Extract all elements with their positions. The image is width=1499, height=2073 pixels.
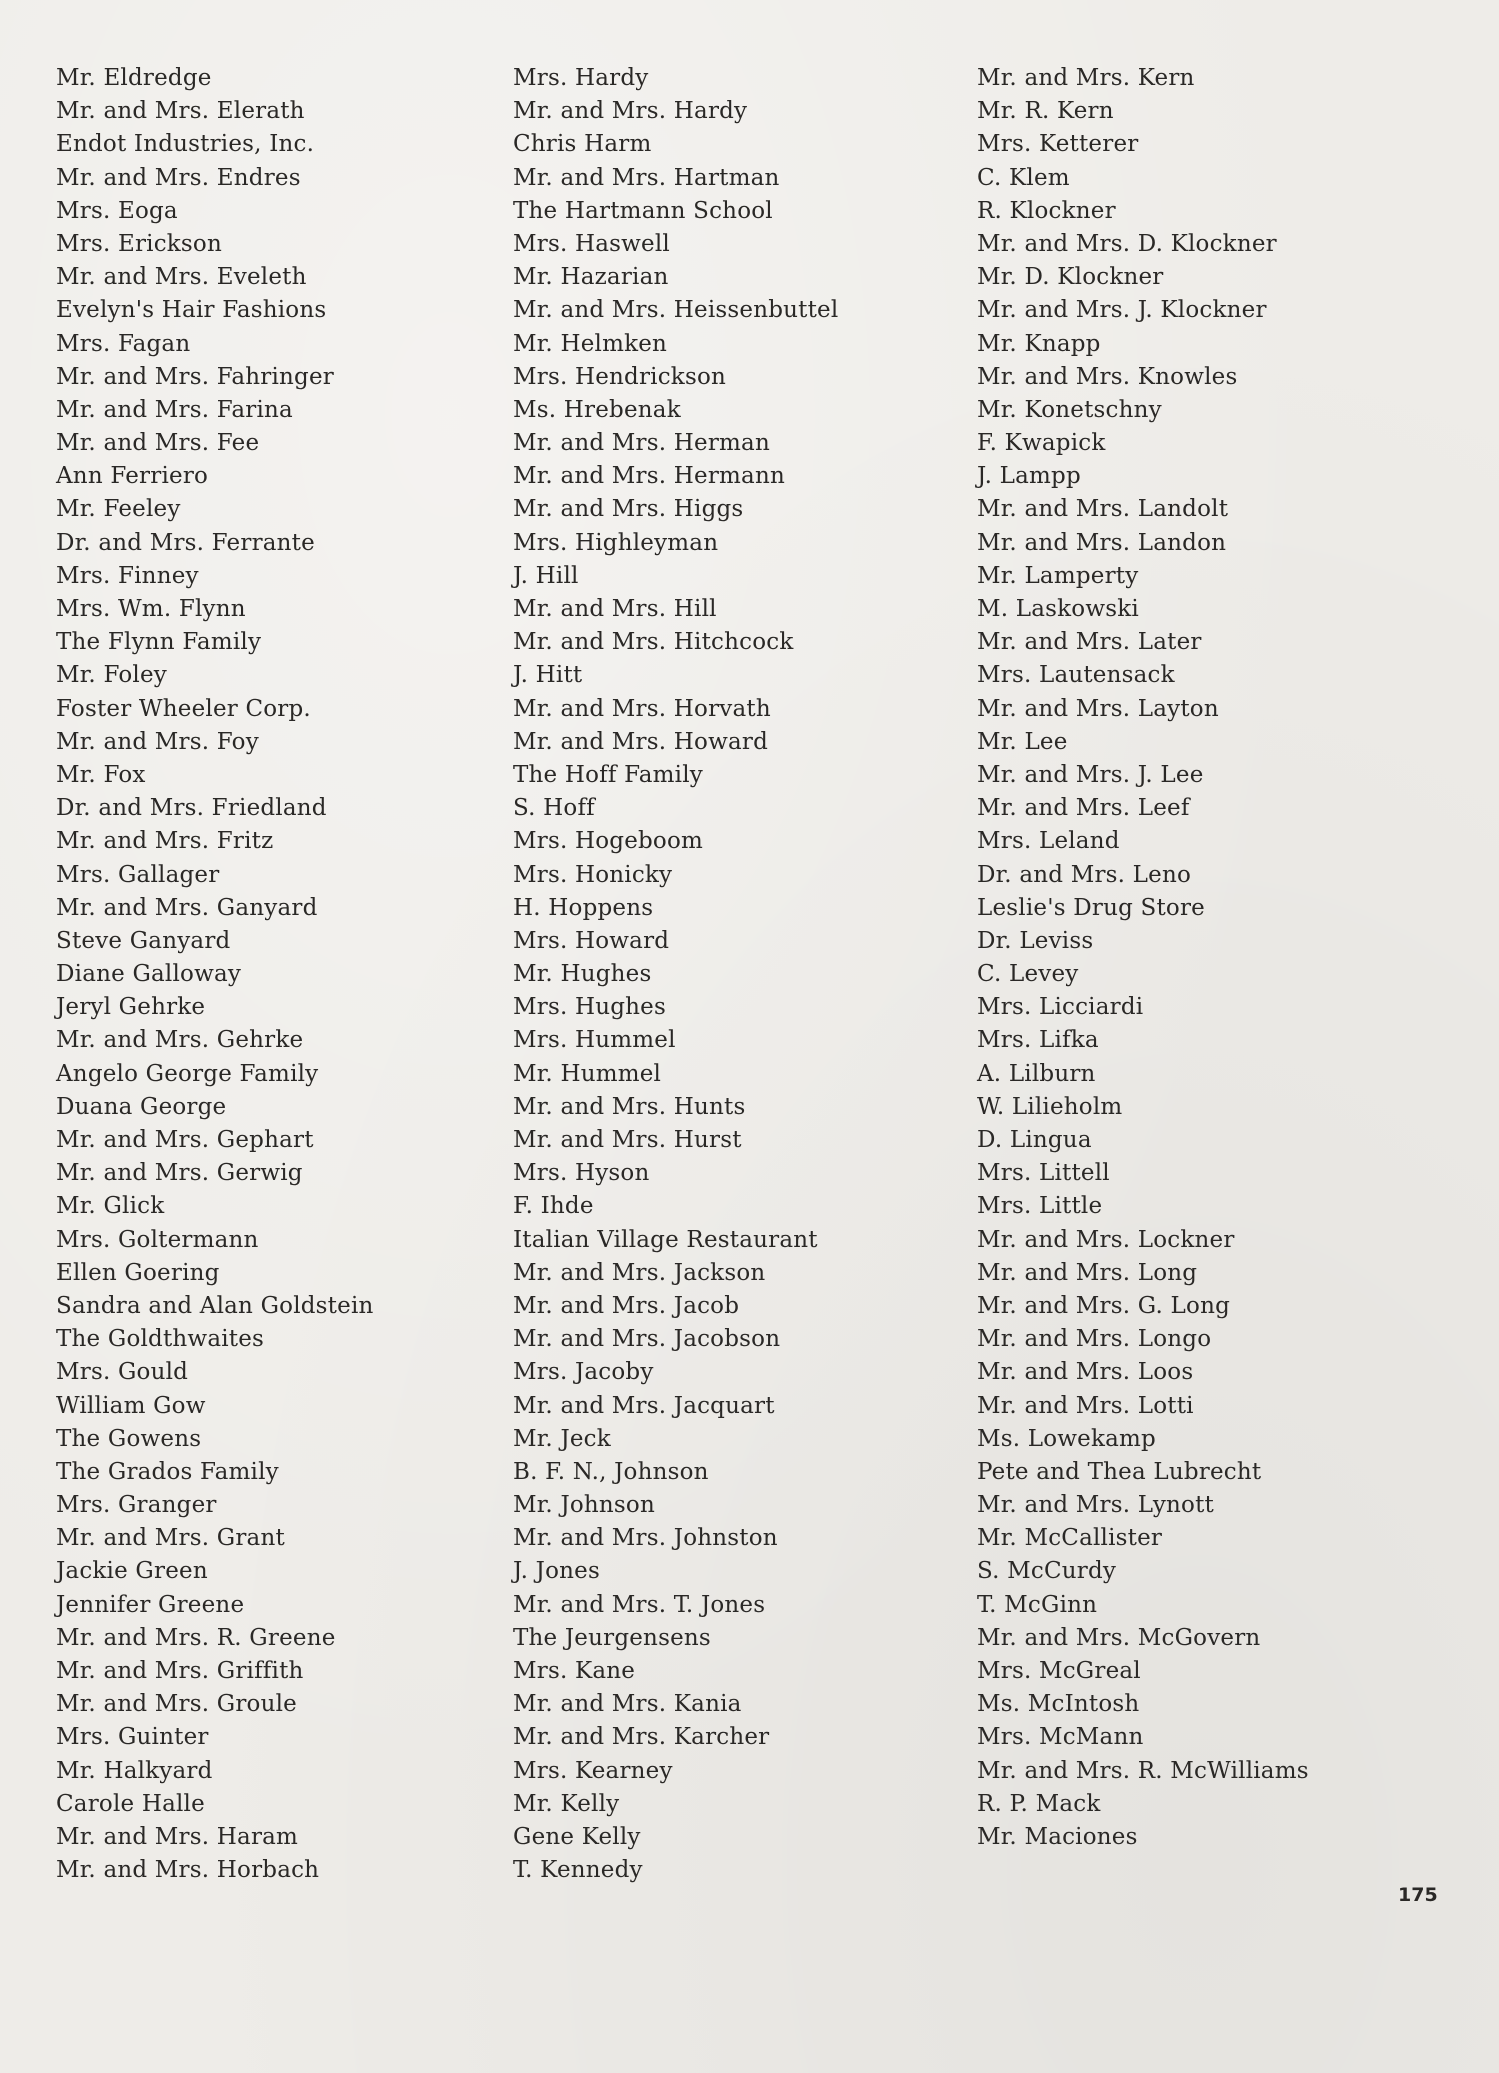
- list-item: Mr. and Mrs. Ganyard: [56, 894, 318, 921]
- list-item: Mrs. Kearney: [513, 1757, 673, 1784]
- list-item: Mr. and Mrs. Jackson: [513, 1259, 766, 1286]
- list-item: C. Klem: [977, 164, 1070, 191]
- list-item: Mr. and Mrs. D. Klockner: [977, 230, 1277, 257]
- list-item: R. Klockner: [977, 197, 1116, 224]
- list-item: Mr. and Mrs. Eveleth: [56, 264, 307, 291]
- list-item: Mrs. Guinter: [56, 1724, 209, 1751]
- list-item: Mr. and Mrs. Fritz: [56, 828, 274, 855]
- list-item: W. Lilieholm: [977, 1093, 1123, 1120]
- list-item: Jennifer Greene: [56, 1591, 245, 1618]
- list-item: Mrs. McMann: [977, 1724, 1144, 1751]
- list-item: Mr. R. Kern: [977, 98, 1114, 125]
- list-item: Mr. and Mrs. R. McWilliams: [977, 1757, 1309, 1784]
- list-item: Ann Ferriero: [56, 463, 209, 490]
- list-item: Mr. Feeley: [56, 496, 181, 523]
- list-item: J. Lampp: [977, 463, 1081, 490]
- list-item: Mr. and Mrs. Karcher: [513, 1724, 770, 1751]
- list-item: Mr. and Mrs. Lockner: [977, 1226, 1235, 1253]
- list-item: The Grados Family: [56, 1458, 279, 1485]
- list-item: Mr. and Mrs. Fahringer: [56, 363, 334, 390]
- list-item: C. Levey: [977, 961, 1079, 988]
- list-item: Mr. Jeck: [513, 1425, 611, 1452]
- list-item: Angelo George Family: [56, 1060, 319, 1087]
- list-item: Mrs. Finney: [56, 562, 199, 589]
- list-item: Mrs. Honicky: [513, 861, 673, 888]
- list-item: Mr. and Mrs. Jacquart: [513, 1392, 775, 1419]
- list-item: Mrs. Howard: [513, 927, 670, 954]
- list-item: Mr. and Mrs. Howard: [513, 728, 768, 755]
- list-item: J. Jones: [513, 1558, 600, 1585]
- list-item: Mrs. Goltermann: [56, 1226, 259, 1253]
- list-item: The Jeurgensens: [513, 1624, 711, 1651]
- list-item: Mr. and Mrs. Groule: [56, 1691, 297, 1718]
- list-item: Mr. and Mrs. Horbach: [56, 1857, 320, 1884]
- list-item: Mr. and Mrs. Kania: [513, 1691, 742, 1718]
- list-item: Mr. Hughes: [513, 961, 652, 988]
- list-item: The Gowens: [56, 1425, 202, 1452]
- list-item: Mrs. Haswell: [513, 230, 670, 257]
- list-item: Mrs. Hardy: [513, 65, 649, 91]
- list-item: Sandra and Alan Goldstein: [56, 1292, 374, 1319]
- list-item: Mr. and Mrs. Leef: [977, 795, 1190, 822]
- list-item: Mr. and Mrs. Loos: [977, 1359, 1194, 1386]
- list-item: Mr. and Mrs. Long: [977, 1259, 1198, 1286]
- list-item: Mr. and Mrs. Later: [977, 629, 1202, 656]
- list-item: Mr. and Mrs. G. Long: [977, 1292, 1231, 1319]
- list-item: Foster Wheeler Corp.: [56, 695, 311, 722]
- list-item: Mrs. Erickson: [56, 230, 222, 257]
- list-item: H. Hoppens: [513, 894, 654, 921]
- list-item: Ms. Hrebenak: [513, 396, 681, 423]
- list-item: Mr. and Mrs. Grant: [56, 1525, 285, 1552]
- list-item: Mr. and Mrs. Fee: [56, 430, 260, 457]
- list-item: Mr. and Mrs. Heissenbuttel: [513, 297, 839, 324]
- list-item: A. Lilburn: [977, 1060, 1096, 1087]
- list-item: Dr. and Mrs. Leno: [977, 861, 1192, 888]
- list-item: Dr. Leviss: [977, 927, 1094, 954]
- list-item: Mrs. Licciardi: [977, 994, 1144, 1021]
- list-item: Mr. Kelly: [513, 1790, 620, 1817]
- list-item: Mrs. Highleyman: [513, 529, 719, 556]
- list-item: Mr. and Mrs. Hill: [513, 596, 717, 622]
- list-item: Mr. and Mrs. Gehrke: [56, 1027, 304, 1054]
- list-item: Mr. and Mrs. Gerwig: [56, 1160, 303, 1187]
- list-item: Jeryl Gehrke: [56, 994, 206, 1021]
- list-item: Mr. and Mrs. Kern: [977, 65, 1195, 91]
- list-item: Mr. Konetschny: [977, 396, 1162, 423]
- list-item: Mr. and Mrs. Farina: [56, 396, 293, 423]
- list-item: Mrs. Gallager: [56, 861, 220, 888]
- list-item: F. Kwapick: [977, 430, 1106, 457]
- list-item: Evelyn's Hair Fashions: [56, 297, 327, 324]
- list-item: Mrs. Kane: [513, 1658, 636, 1684]
- list-item: Mr. Eldredge: [56, 65, 212, 91]
- list-item: Mrs. Little: [977, 1193, 1103, 1220]
- list-item: Mrs. Eoga: [56, 197, 178, 224]
- list-item: Pete and Thea Lubrecht: [977, 1458, 1262, 1485]
- list-item: Mrs. Hughes: [513, 994, 666, 1021]
- list-item: Chris Harm: [513, 131, 652, 158]
- list-item: Mrs. Hyson: [513, 1160, 650, 1187]
- list-item: Mrs. Lifka: [977, 1027, 1099, 1054]
- list-item: Ms. McIntosh: [977, 1691, 1140, 1718]
- list-item: Jackie Green: [56, 1558, 208, 1585]
- list-item: The Flynn Family: [56, 629, 262, 656]
- list-item: B. F. N., Johnson: [513, 1458, 709, 1485]
- list-item: Mrs. Wm. Flynn: [56, 596, 246, 622]
- list-item: Mr. and Mrs. Endres: [56, 164, 301, 191]
- list-item: Mr. Lee: [977, 728, 1068, 755]
- list-item: S. McCurdy: [977, 1558, 1117, 1585]
- list-item: Leslie's Drug Store: [977, 894, 1205, 921]
- list-item: Mr. and Mrs. Longo: [977, 1326, 1212, 1353]
- list-item: Mr. and Mrs. J. Klockner: [977, 297, 1267, 324]
- list-item: T. Kennedy: [513, 1857, 643, 1884]
- list-item: Gene Kelly: [513, 1823, 641, 1850]
- list-item: F. Ihde: [513, 1193, 594, 1220]
- list-item: Mr. Foley: [56, 662, 167, 689]
- list-item: Diane Galloway: [56, 961, 242, 988]
- list-item: Dr. and Mrs. Ferrante: [56, 529, 315, 556]
- list-item: William Gow: [56, 1392, 206, 1419]
- list-item: Mr. and Mrs. Lynott: [977, 1492, 1214, 1519]
- list-item: Mr. and Mrs. Johnston: [513, 1525, 778, 1552]
- list-item: Mr. and Mrs. Hitchcock: [513, 629, 794, 656]
- list-item: Mrs. Gould: [56, 1359, 189, 1386]
- list-item: Mr. and Mrs. Lotti: [977, 1392, 1194, 1419]
- list-item: D. Lingua: [977, 1127, 1092, 1153]
- list-item: Mrs. Jacoby: [513, 1359, 654, 1386]
- list-item: M. Laskowski: [977, 596, 1139, 622]
- list-item: R. P. Mack: [977, 1790, 1101, 1817]
- list-item: Mrs. Fagan: [56, 330, 191, 357]
- list-item: Mr. and Mrs. R. Greene: [56, 1624, 336, 1651]
- list-item: Italian Village Restaurant: [513, 1226, 818, 1253]
- list-item: Mr. and Mrs. Landon: [977, 529, 1227, 556]
- list-item: Carole Halle: [56, 1790, 205, 1817]
- list-item: Mr. Johnson: [513, 1492, 655, 1519]
- list-item: J. Hill: [513, 562, 579, 589]
- list-item: Ellen Goering: [56, 1259, 220, 1286]
- list-item: Mr. and Mrs. Knowles: [977, 363, 1238, 390]
- list-item: Mr. and Mrs. Gephart: [56, 1127, 314, 1153]
- list-item: Mrs. Hummel: [513, 1027, 676, 1054]
- list-item: The Goldthwaites: [56, 1326, 265, 1353]
- list-item: Mr. and Mrs. Herman: [513, 430, 770, 457]
- list-item: Mr. and Mrs. Hardy: [513, 98, 748, 125]
- list-item: S. Hoff: [513, 795, 595, 822]
- list-item: T. McGinn: [977, 1591, 1098, 1618]
- list-item: Mr. and Mrs. J. Lee: [977, 761, 1204, 788]
- page-number: 175: [1398, 1884, 1438, 1906]
- list-item: Mr. McCallister: [977, 1525, 1163, 1552]
- list-item: Mrs. McGreal: [977, 1658, 1141, 1684]
- list-item: Mr. and Mrs. McGovern: [977, 1624, 1261, 1651]
- list-item: Mr. and Mrs. Horvath: [513, 695, 771, 722]
- list-item: Mr. Maciones: [977, 1823, 1138, 1850]
- name-column-1: [56, 62, 374, 1887]
- list-item: Steve Ganyard: [56, 927, 231, 954]
- list-item: Mrs. Granger: [56, 1492, 217, 1519]
- list-item: Mr. and Mrs. Haram: [56, 1823, 299, 1850]
- name-column-2: [513, 62, 838, 1887]
- list-item: Mr. Lamperty: [977, 562, 1139, 589]
- list-item: The Hartmann School: [513, 197, 773, 224]
- name-column-3: [977, 62, 1309, 1854]
- list-item: Mr. D. Klockner: [977, 264, 1164, 291]
- list-item: Ms. Lowekamp: [977, 1425, 1156, 1452]
- list-item: Dr. and Mrs. Friedland: [56, 795, 327, 822]
- list-item: Endot Industries, Inc.: [56, 131, 315, 158]
- list-item: Mr. Hummel: [513, 1060, 662, 1087]
- list-item: J. Hitt: [513, 662, 583, 689]
- list-item: Mr. Halkyard: [56, 1757, 213, 1784]
- list-item: Mr. and Mrs. Hunts: [513, 1093, 746, 1120]
- list-item: Mrs. Hendrickson: [513, 363, 727, 390]
- list-item: Mr. Glick: [56, 1193, 165, 1220]
- list-item: Mr. and Mrs. Landolt: [977, 496, 1229, 523]
- list-item: Mrs. Littell: [977, 1160, 1110, 1187]
- list-item: The Hoff Family: [513, 761, 703, 788]
- list-item: Mr. and Mrs. Foy: [56, 728, 259, 755]
- list-item: Mrs. Hogeboom: [513, 828, 704, 855]
- list-item: Mr. Knapp: [977, 330, 1101, 357]
- list-item: Mrs. Lautensack: [977, 662, 1175, 689]
- list-item: Mr. and Mrs. Jacob: [513, 1292, 740, 1319]
- list-item: Mrs. Leland: [977, 828, 1120, 855]
- list-item: Mrs. Ketterer: [977, 131, 1139, 158]
- list-item: Mr. and Mrs. Elerath: [56, 98, 305, 125]
- list-item: Mr. Hazarian: [513, 264, 669, 291]
- list-item: Mr. and Mrs. Hartman: [513, 164, 780, 191]
- list-item: Mr. and Mrs. Hermann: [513, 463, 785, 490]
- list-item: Mr. and Mrs. Higgs: [513, 496, 744, 523]
- list-item: Mr. and Mrs. Griffith: [56, 1658, 304, 1684]
- list-item: Mr. Fox: [56, 761, 146, 788]
- list-item: Duana George: [56, 1093, 227, 1120]
- list-item: Mr. Helmken: [513, 330, 668, 357]
- list-item: Mr. and Mrs. Jacobson: [513, 1326, 781, 1353]
- list-item: Mr. and Mrs. Hurst: [513, 1127, 742, 1153]
- list-item: Mr. and Mrs. Layton: [977, 695, 1219, 722]
- list-item: Mr. and Mrs. T. Jones: [513, 1591, 766, 1618]
